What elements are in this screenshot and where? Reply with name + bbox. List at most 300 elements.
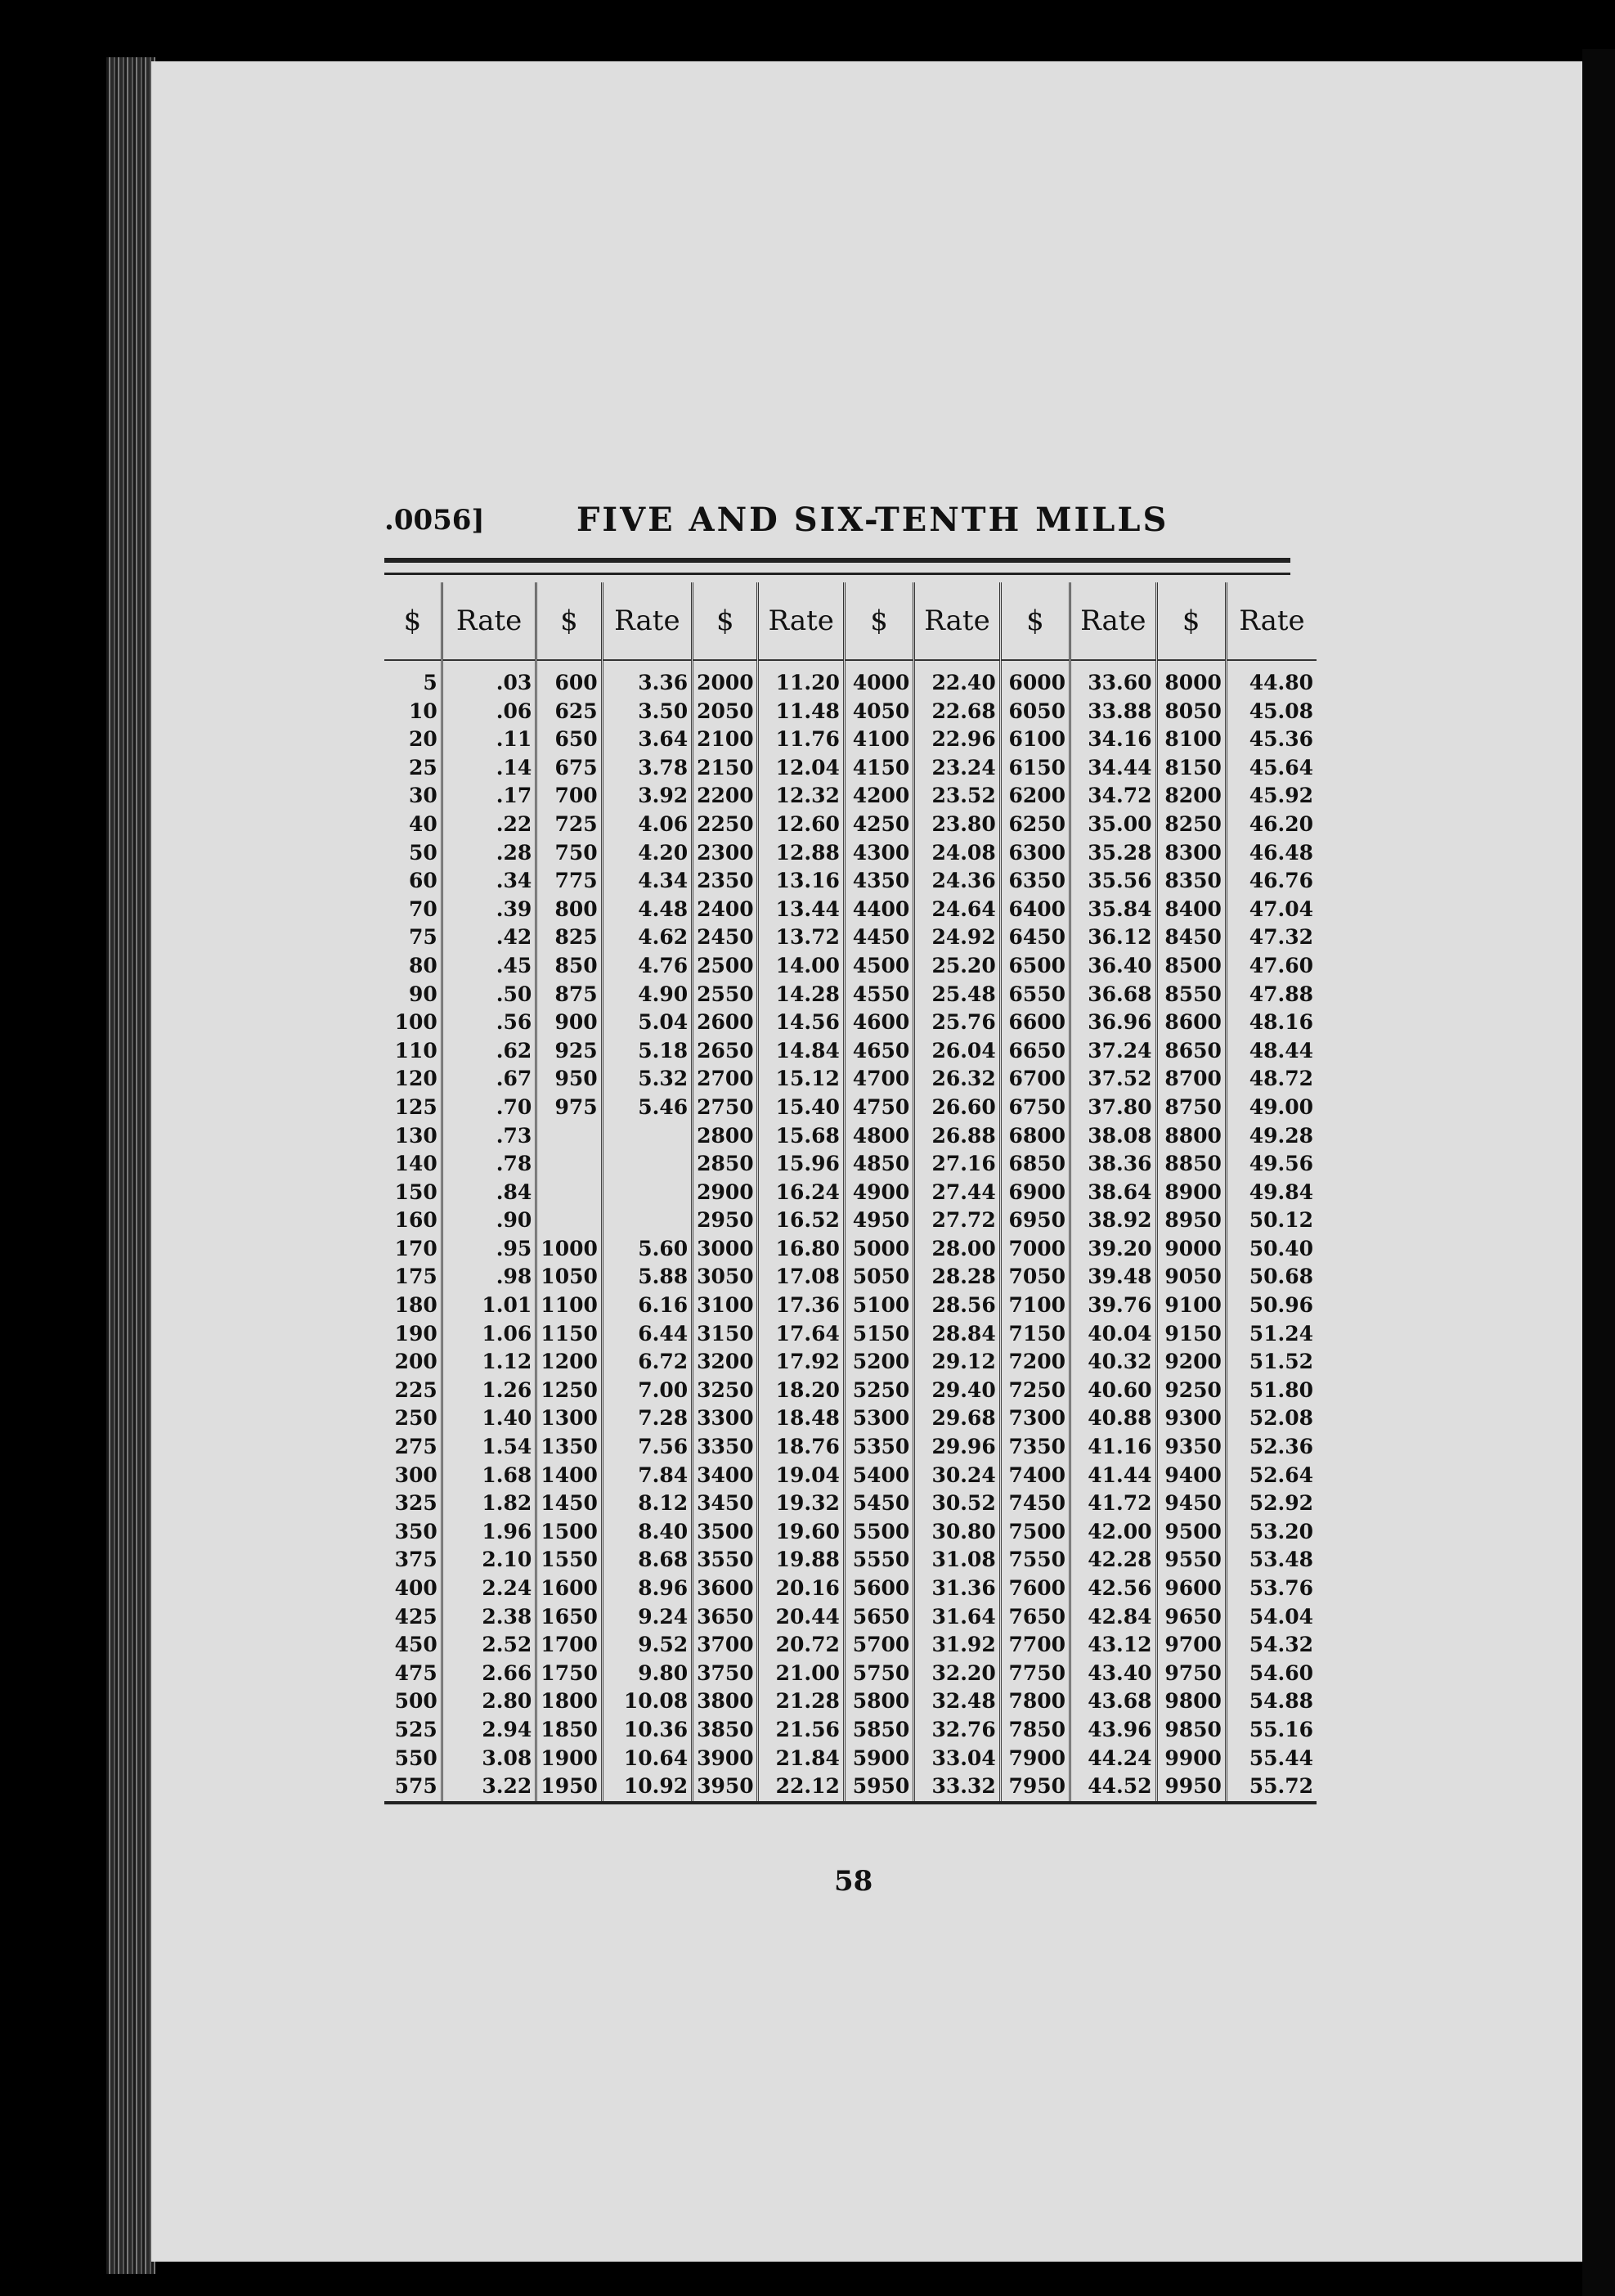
- amount-cell: 525: [394, 1717, 437, 1741]
- rate-cell: 50.96: [1226, 1292, 1317, 1320]
- rate-cell: 6.16: [602, 1292, 692, 1320]
- rate-cell: 55.72: [1226, 1773, 1317, 1803]
- amount-cell: [536, 1122, 602, 1151]
- amount-cell: 4850: [844, 1150, 913, 1179]
- table-row: [384, 754, 1317, 783]
- rate-cell: 38.92: [1070, 1206, 1156, 1235]
- column-header-rate: Rate: [914, 582, 1000, 660]
- amount-cell: 120: [394, 1067, 437, 1091]
- amount-cell: 6050: [1000, 698, 1070, 726]
- rate-cell: 47.32: [1226, 923, 1317, 952]
- rate-cell: 15.96: [758, 1150, 844, 1179]
- table-row: [384, 1603, 1317, 1632]
- amount-cell: 200: [394, 1350, 437, 1374]
- rate-cell: 12.88: [758, 839, 844, 868]
- rate-cell: 39.76: [1070, 1292, 1156, 1320]
- rate-folio: .0056]: [384, 504, 485, 537]
- amount-cell: 6250: [1000, 811, 1070, 839]
- amount-cell: 5050: [844, 1263, 913, 1292]
- amount-cell: 9250: [1156, 1377, 1226, 1405]
- amount-cell: 7000: [1000, 1235, 1070, 1264]
- rate-cell: 44.80: [1226, 660, 1317, 698]
- amount-cell: 2200: [693, 782, 758, 811]
- table-row: [384, 698, 1317, 726]
- amount-cell: 8400: [1156, 896, 1226, 924]
- rate-table: [384, 582, 1317, 1804]
- rate-cell: 13.72: [758, 923, 844, 952]
- amount-cell: 8850: [1156, 1150, 1226, 1179]
- rate-cell: 4.20: [602, 839, 692, 868]
- rate-cell: 19.04: [758, 1462, 844, 1490]
- rate-cell: 17.64: [758, 1320, 844, 1349]
- amount-cell: 4100: [844, 726, 913, 754]
- amount-cell: 2700: [693, 1065, 758, 1094]
- rate-cell: 20.16: [758, 1575, 844, 1603]
- rate-cell: 12.04: [758, 754, 844, 783]
- rate-cell: [602, 1122, 692, 1151]
- amount-cell: 950: [536, 1065, 602, 1094]
- amount-cell: 5650: [844, 1603, 913, 1632]
- rate-cell: 2.10: [442, 1546, 536, 1575]
- table-row: [384, 1235, 1317, 1264]
- amount-cell: 3000: [693, 1235, 758, 1264]
- rate-cell: 12.60: [758, 811, 844, 839]
- amount-cell: 5550: [844, 1546, 913, 1575]
- rate-cell: 52.36: [1226, 1433, 1317, 1462]
- rate-cell: 24.64: [914, 896, 1000, 924]
- amount-cell: 6400: [1000, 896, 1070, 924]
- column-header-rate: Rate: [758, 582, 844, 660]
- amount-cell: 1550: [536, 1546, 602, 1575]
- amount-cell: 6000: [1000, 660, 1070, 698]
- table-row: [384, 981, 1317, 1009]
- table-row: [384, 782, 1317, 811]
- rate-cell: 23.80: [914, 811, 1000, 839]
- rate-cell: 31.64: [914, 1603, 1000, 1632]
- rate-cell: [602, 1206, 692, 1235]
- amount-cell: 1300: [536, 1404, 602, 1433]
- amount-cell: 30: [409, 784, 437, 808]
- rate-cell: 8.68: [602, 1546, 692, 1575]
- amount-cell: 800: [536, 896, 602, 924]
- amount-cell: 8900: [1156, 1179, 1226, 1207]
- amount-cell: 4300: [844, 839, 913, 868]
- rate-cell: 18.48: [758, 1404, 844, 1433]
- amount-cell: 5450: [844, 1489, 913, 1518]
- amount-cell: 675: [536, 754, 602, 783]
- rate-cell: .67: [442, 1065, 536, 1094]
- table-row: [384, 1292, 1317, 1320]
- amount-cell: 7400: [1000, 1462, 1070, 1490]
- rate-cell: 19.88: [758, 1546, 844, 1575]
- book-page-edges: [106, 57, 155, 2274]
- rate-cell: 5.32: [602, 1065, 692, 1094]
- amount-cell: [536, 1179, 602, 1207]
- rate-cell: 34.44: [1070, 754, 1156, 783]
- amount-cell: 5300: [844, 1404, 913, 1433]
- rate-cell: 9.80: [602, 1660, 692, 1688]
- rate-cell: 36.68: [1070, 981, 1156, 1009]
- rate-cell: .70: [442, 1094, 536, 1122]
- rate-cell: 32.76: [914, 1716, 1000, 1745]
- amount-cell: 925: [536, 1037, 602, 1066]
- amount-cell: 100: [394, 1010, 437, 1035]
- rate-cell: 5.60: [602, 1235, 692, 1264]
- rate-cell: 46.20: [1226, 811, 1317, 839]
- amount-cell: 6900: [1000, 1179, 1070, 1207]
- amount-cell: 3600: [693, 1575, 758, 1603]
- rate-cell: 40.32: [1070, 1348, 1156, 1377]
- amount-cell: 1100: [536, 1292, 602, 1320]
- amount-cell: 9300: [1156, 1404, 1226, 1433]
- rate-cell: 24.92: [914, 923, 1000, 952]
- amount-cell: 4050: [844, 698, 913, 726]
- amount-cell: 8000: [1156, 660, 1226, 698]
- rate-cell: 7.56: [602, 1433, 692, 1462]
- amount-cell: 900: [536, 1009, 602, 1037]
- amount-cell: 9200: [1156, 1348, 1226, 1377]
- table-row: [384, 1037, 1317, 1066]
- rate-cell: 21.00: [758, 1660, 844, 1688]
- amount-cell: 2900: [693, 1179, 758, 1207]
- amount-cell: 110: [394, 1038, 437, 1063]
- amount-cell: 5850: [844, 1716, 913, 1745]
- amount-cell: 8600: [1156, 1009, 1226, 1037]
- amount-cell: 750: [536, 839, 602, 868]
- amount-cell: 5: [423, 671, 437, 694]
- amount-cell: 4700: [844, 1065, 913, 1094]
- rate-cell: 45.08: [1226, 698, 1317, 726]
- table-row: [384, 1575, 1317, 1603]
- amount-cell: 8150: [1156, 754, 1226, 783]
- amount-cell: 3500: [693, 1518, 758, 1547]
- rate-cell: 16.24: [758, 1179, 844, 1207]
- amount-cell: 4450: [844, 923, 913, 952]
- rate-cell: .39: [442, 896, 536, 924]
- amount-cell: 5950: [844, 1773, 913, 1803]
- amount-cell: 7150: [1000, 1320, 1070, 1349]
- amount-cell: 825: [536, 923, 602, 952]
- scan-border: [1582, 49, 1615, 2296]
- amount-cell: 1050: [536, 1263, 602, 1292]
- table-row: [384, 1546, 1317, 1575]
- rate-cell: 34.16: [1070, 726, 1156, 754]
- rate-cell: 1.82: [442, 1489, 536, 1518]
- amount-cell: 6750: [1000, 1094, 1070, 1122]
- rate-cell: 48.16: [1226, 1009, 1317, 1037]
- table-row: [384, 1348, 1317, 1377]
- amount-cell: 9700: [1156, 1631, 1226, 1660]
- amount-cell: 1950: [536, 1773, 602, 1803]
- rate-cell: 24.36: [914, 867, 1000, 896]
- table-row: [384, 1065, 1317, 1094]
- rate-cell: 2.80: [442, 1687, 536, 1716]
- column-header-amount: $: [844, 582, 913, 660]
- page-number: 58: [834, 1865, 873, 1898]
- rate-cell: 37.80: [1070, 1094, 1156, 1122]
- rate-cell: 1.06: [442, 1320, 536, 1349]
- amount-cell: 5700: [844, 1631, 913, 1660]
- rate-cell: 25.48: [914, 981, 1000, 1009]
- rate-cell: 50.40: [1226, 1235, 1317, 1264]
- amount-cell: 4800: [844, 1122, 913, 1151]
- rate-cell: 50.68: [1226, 1263, 1317, 1292]
- amount-cell: 275: [394, 1435, 437, 1459]
- amount-cell: 625: [536, 698, 602, 726]
- rate-cell: 1.26: [442, 1377, 536, 1405]
- rate-cell: 38.64: [1070, 1179, 1156, 1207]
- column-header-amount: $: [536, 582, 602, 660]
- amount-cell: 225: [394, 1377, 437, 1402]
- rate-cell: 5.46: [602, 1094, 692, 1122]
- amount-cell: 1250: [536, 1377, 602, 1405]
- amount-cell: 9800: [1156, 1687, 1226, 1716]
- rate-cell: 27.44: [914, 1179, 1000, 1207]
- rate-cell: 28.28: [914, 1263, 1000, 1292]
- amount-cell: 5800: [844, 1687, 913, 1716]
- rate-cell: 33.04: [914, 1745, 1000, 1773]
- rate-cell: 33.32: [914, 1773, 1000, 1803]
- amount-cell: 5250: [844, 1377, 913, 1405]
- table-row: [384, 1433, 1317, 1462]
- rate-cell: .90: [442, 1206, 536, 1235]
- rate-cell: 3.36: [602, 660, 692, 698]
- amount-cell: 550: [394, 1746, 437, 1770]
- rate-cell: .98: [442, 1263, 536, 1292]
- rate-cell: 11.76: [758, 726, 844, 754]
- rate-cell: 42.56: [1070, 1575, 1156, 1603]
- rate-cell: 47.88: [1226, 981, 1317, 1009]
- amount-cell: 3400: [693, 1462, 758, 1490]
- amount-cell: 2300: [693, 839, 758, 868]
- rate-cell: .42: [442, 923, 536, 952]
- amount-cell: 9000: [1156, 1235, 1226, 1264]
- amount-cell: 5600: [844, 1575, 913, 1603]
- rate-cell: 36.96: [1070, 1009, 1156, 1037]
- rate-cell: 25.76: [914, 1009, 1000, 1037]
- amount-cell: 8450: [1156, 923, 1226, 952]
- rate-cell: 1.12: [442, 1348, 536, 1377]
- table-row: [384, 1631, 1317, 1660]
- rate-cell: 48.44: [1226, 1037, 1317, 1066]
- rate-cell: 38.08: [1070, 1122, 1156, 1151]
- amount-cell: 6950: [1000, 1206, 1070, 1235]
- amount-cell: 4550: [844, 981, 913, 1009]
- amount-cell: 8750: [1156, 1094, 1226, 1122]
- table-row: [384, 1009, 1317, 1037]
- rate-cell: 7.84: [602, 1462, 692, 1490]
- rate-cell: 52.08: [1226, 1404, 1317, 1433]
- amount-cell: 3650: [693, 1603, 758, 1632]
- running-head: [384, 501, 1317, 550]
- table-row: [384, 1773, 1317, 1803]
- amount-cell: 10: [409, 699, 437, 723]
- amount-cell: 170: [394, 1236, 437, 1260]
- amount-cell: 7900: [1000, 1745, 1070, 1773]
- amount-cell: 60: [409, 869, 437, 893]
- rate-cell: 49.28: [1226, 1122, 1317, 1151]
- rate-cell: 26.32: [914, 1065, 1000, 1094]
- rate-cell: 35.84: [1070, 896, 1156, 924]
- amount-cell: 4200: [844, 782, 913, 811]
- rate-cell: .95: [442, 1235, 536, 1264]
- rate-cell: 37.24: [1070, 1037, 1156, 1066]
- amount-cell: 975: [536, 1094, 602, 1122]
- amount-cell: 4950: [844, 1206, 913, 1235]
- rate-cell: 50.12: [1226, 1206, 1317, 1235]
- rate-cell: 49.84: [1226, 1179, 1317, 1207]
- rate-cell: 8.40: [602, 1518, 692, 1547]
- rate-cell: 34.72: [1070, 782, 1156, 811]
- amount-cell: 9900: [1156, 1745, 1226, 1773]
- rate-cell: 16.52: [758, 1206, 844, 1235]
- rate-cell: 4.48: [602, 896, 692, 924]
- amount-cell: 5750: [844, 1660, 913, 1688]
- rate-cell: 1.01: [442, 1292, 536, 1320]
- rate-cell: 6.44: [602, 1320, 692, 1349]
- amount-cell: 175: [394, 1265, 437, 1289]
- amount-cell: 7950: [1000, 1773, 1070, 1803]
- amount-cell: 7300: [1000, 1404, 1070, 1433]
- rate-cell: 12.32: [758, 782, 844, 811]
- amount-cell: 3450: [693, 1489, 758, 1518]
- amount-cell: 3350: [693, 1433, 758, 1462]
- amount-cell: 5900: [844, 1745, 913, 1773]
- amount-cell: 50: [409, 840, 437, 865]
- rate-cell: 10.92: [602, 1773, 692, 1803]
- amount-cell: 600: [536, 660, 602, 698]
- rate-cell: 4.62: [602, 923, 692, 952]
- amount-cell: 1900: [536, 1745, 602, 1773]
- table-row: [384, 1687, 1317, 1716]
- amount-cell: 2450: [693, 923, 758, 952]
- rate-cell: 22.12: [758, 1773, 844, 1803]
- rate-cell: 45.64: [1226, 754, 1317, 783]
- amount-cell: 700: [536, 782, 602, 811]
- amount-cell: 7800: [1000, 1687, 1070, 1716]
- amount-cell: 575: [384, 1773, 442, 1803]
- amount-cell: 8250: [1156, 811, 1226, 839]
- column-header-rate: Rate: [442, 582, 536, 660]
- amount-cell: 5100: [844, 1292, 913, 1320]
- amount-cell: 125: [394, 1094, 437, 1119]
- amount-cell: 140: [394, 1152, 437, 1176]
- rate-cell: 30.52: [914, 1489, 1000, 1518]
- rate-cell: 46.76: [1226, 867, 1317, 896]
- amount-cell: 7500: [1000, 1518, 1070, 1547]
- table-row: [384, 923, 1317, 952]
- rate-cell: 55.44: [1226, 1745, 1317, 1773]
- amount-cell: 160: [394, 1208, 437, 1233]
- amount-cell: 3750: [693, 1660, 758, 1688]
- rate-cell: .03: [442, 660, 536, 698]
- table-row: [384, 1179, 1317, 1207]
- table-header: [384, 582, 1317, 660]
- amount-cell: 4750: [844, 1094, 913, 1122]
- rate-cell: 42.00: [1070, 1518, 1156, 1547]
- rate-cell: 47.04: [1226, 896, 1317, 924]
- rate-cell: 3.50: [602, 698, 692, 726]
- amount-cell: 7200: [1000, 1348, 1070, 1377]
- rate-cell: .56: [442, 1009, 536, 1037]
- amount-cell: 3150: [693, 1320, 758, 1349]
- amount-cell: 1400: [536, 1462, 602, 1490]
- amount-cell: 1700: [536, 1631, 602, 1660]
- table-row: [384, 867, 1317, 896]
- rate-cell: 45.36: [1226, 726, 1317, 754]
- rate-cell: 7.28: [602, 1404, 692, 1433]
- amount-cell: 6350: [1000, 867, 1070, 896]
- rate-cell: 40.88: [1070, 1404, 1156, 1433]
- table-body: [384, 660, 1317, 1803]
- amount-cell: 2000: [693, 660, 758, 698]
- rate-cell: [602, 1150, 692, 1179]
- rate-cell: 8.12: [602, 1489, 692, 1518]
- rate-cell: 40.04: [1070, 1320, 1156, 1349]
- rate-cell: 44.52: [1070, 1773, 1156, 1803]
- rate-cell: 18.76: [758, 1433, 844, 1462]
- rate-cell: 24.08: [914, 839, 1000, 868]
- amount-cell: 400: [394, 1576, 437, 1600]
- rate-cell: 41.16: [1070, 1433, 1156, 1462]
- table-row: [384, 1206, 1317, 1235]
- amount-cell: 350: [394, 1519, 437, 1543]
- table-row: [384, 1462, 1317, 1490]
- amount-cell: 90: [409, 982, 437, 1006]
- rate-cell: 28.84: [914, 1320, 1000, 1349]
- rate-cell: 41.72: [1070, 1489, 1156, 1518]
- amount-cell: 2250: [693, 811, 758, 839]
- amount-cell: 6600: [1000, 1009, 1070, 1037]
- amount-cell: 4400: [844, 896, 913, 924]
- rate-cell: 22.68: [914, 698, 1000, 726]
- amount-cell: 4500: [844, 952, 913, 981]
- amount-cell: 1350: [536, 1433, 602, 1462]
- amount-cell: 8700: [1156, 1065, 1226, 1094]
- column-header-amount: $: [384, 582, 442, 660]
- rate-cell: .14: [442, 754, 536, 783]
- rate-cell: 1.54: [442, 1433, 536, 1462]
- rate-cell: 15.68: [758, 1122, 844, 1151]
- rate-cell: 28.00: [914, 1235, 1000, 1264]
- column-header-rate: Rate: [1226, 582, 1317, 660]
- amount-cell: 9750: [1156, 1660, 1226, 1688]
- rate-cell: 31.92: [914, 1631, 1000, 1660]
- rate-cell: 35.56: [1070, 867, 1156, 896]
- rate-cell: 14.00: [758, 952, 844, 981]
- rate-cell: 39.20: [1070, 1235, 1156, 1264]
- column-header-amount: $: [693, 582, 758, 660]
- rate-cell: 29.68: [914, 1404, 1000, 1433]
- amount-cell: 425: [394, 1604, 437, 1629]
- rate-cell: 4.34: [602, 867, 692, 896]
- amount-cell: 650: [536, 726, 602, 754]
- amount-cell: 7550: [1000, 1546, 1070, 1575]
- amount-cell: 7600: [1000, 1575, 1070, 1603]
- amount-cell: 8300: [1156, 839, 1226, 868]
- amount-cell: 1200: [536, 1348, 602, 1377]
- amount-cell: 3200: [693, 1348, 758, 1377]
- amount-cell: 6450: [1000, 923, 1070, 952]
- rate-cell: 2.38: [442, 1603, 536, 1632]
- rate-cell: 23.24: [914, 754, 1000, 783]
- rate-cell: 26.60: [914, 1094, 1000, 1122]
- header-rule: [384, 558, 1290, 575]
- amount-cell: 1650: [536, 1603, 602, 1632]
- rate-cell: 21.56: [758, 1716, 844, 1745]
- amount-cell: 6150: [1000, 754, 1070, 783]
- amount-cell: 2150: [693, 754, 758, 783]
